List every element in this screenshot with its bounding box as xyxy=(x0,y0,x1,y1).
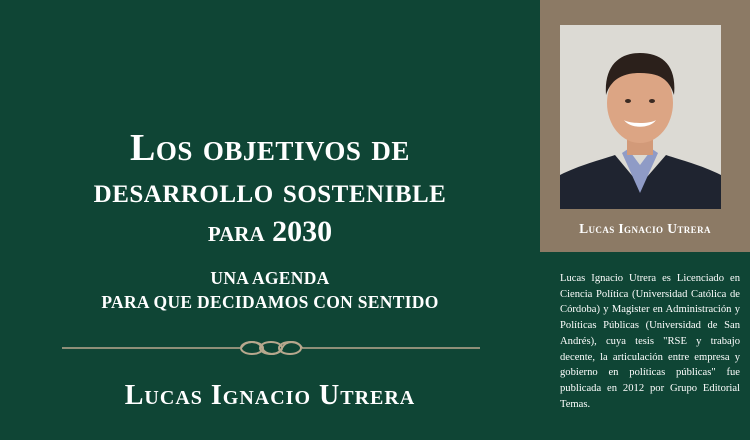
subtitle-line-1: UNA AGENDA xyxy=(210,268,330,288)
author-bio: Lucas Ignacio Utrera es Licenciado en Ciencia Política (Universidad Católica de Córdoba) y Magister en Administración y Políticas Públicas (Universidad de San Andrés), cuya tesis "RSE y trabajo decente, la articulación entre empresa y gobierno en políticas públicas" fue publicada en 2012 por Grupo Editorial Temas. xyxy=(560,273,740,410)
cover-author-name: Lucas Ignacio Utrera xyxy=(124,380,416,411)
title-line-1: Los objetivos de xyxy=(130,127,410,169)
author-photo-caption: Lucas Ignacio Utrera xyxy=(579,221,711,236)
ornamental-knot-divider-icon xyxy=(62,339,480,357)
author-photo-panel xyxy=(540,0,750,252)
title-line-3: para 2030 xyxy=(207,215,333,248)
title-line-2: desarrollo sostenible xyxy=(93,171,447,210)
author-sidebar xyxy=(540,0,750,440)
author-photo xyxy=(560,25,721,209)
subtitle-line-2: PARA QUE DECIDAMOS CON SENTIDO xyxy=(101,292,439,312)
